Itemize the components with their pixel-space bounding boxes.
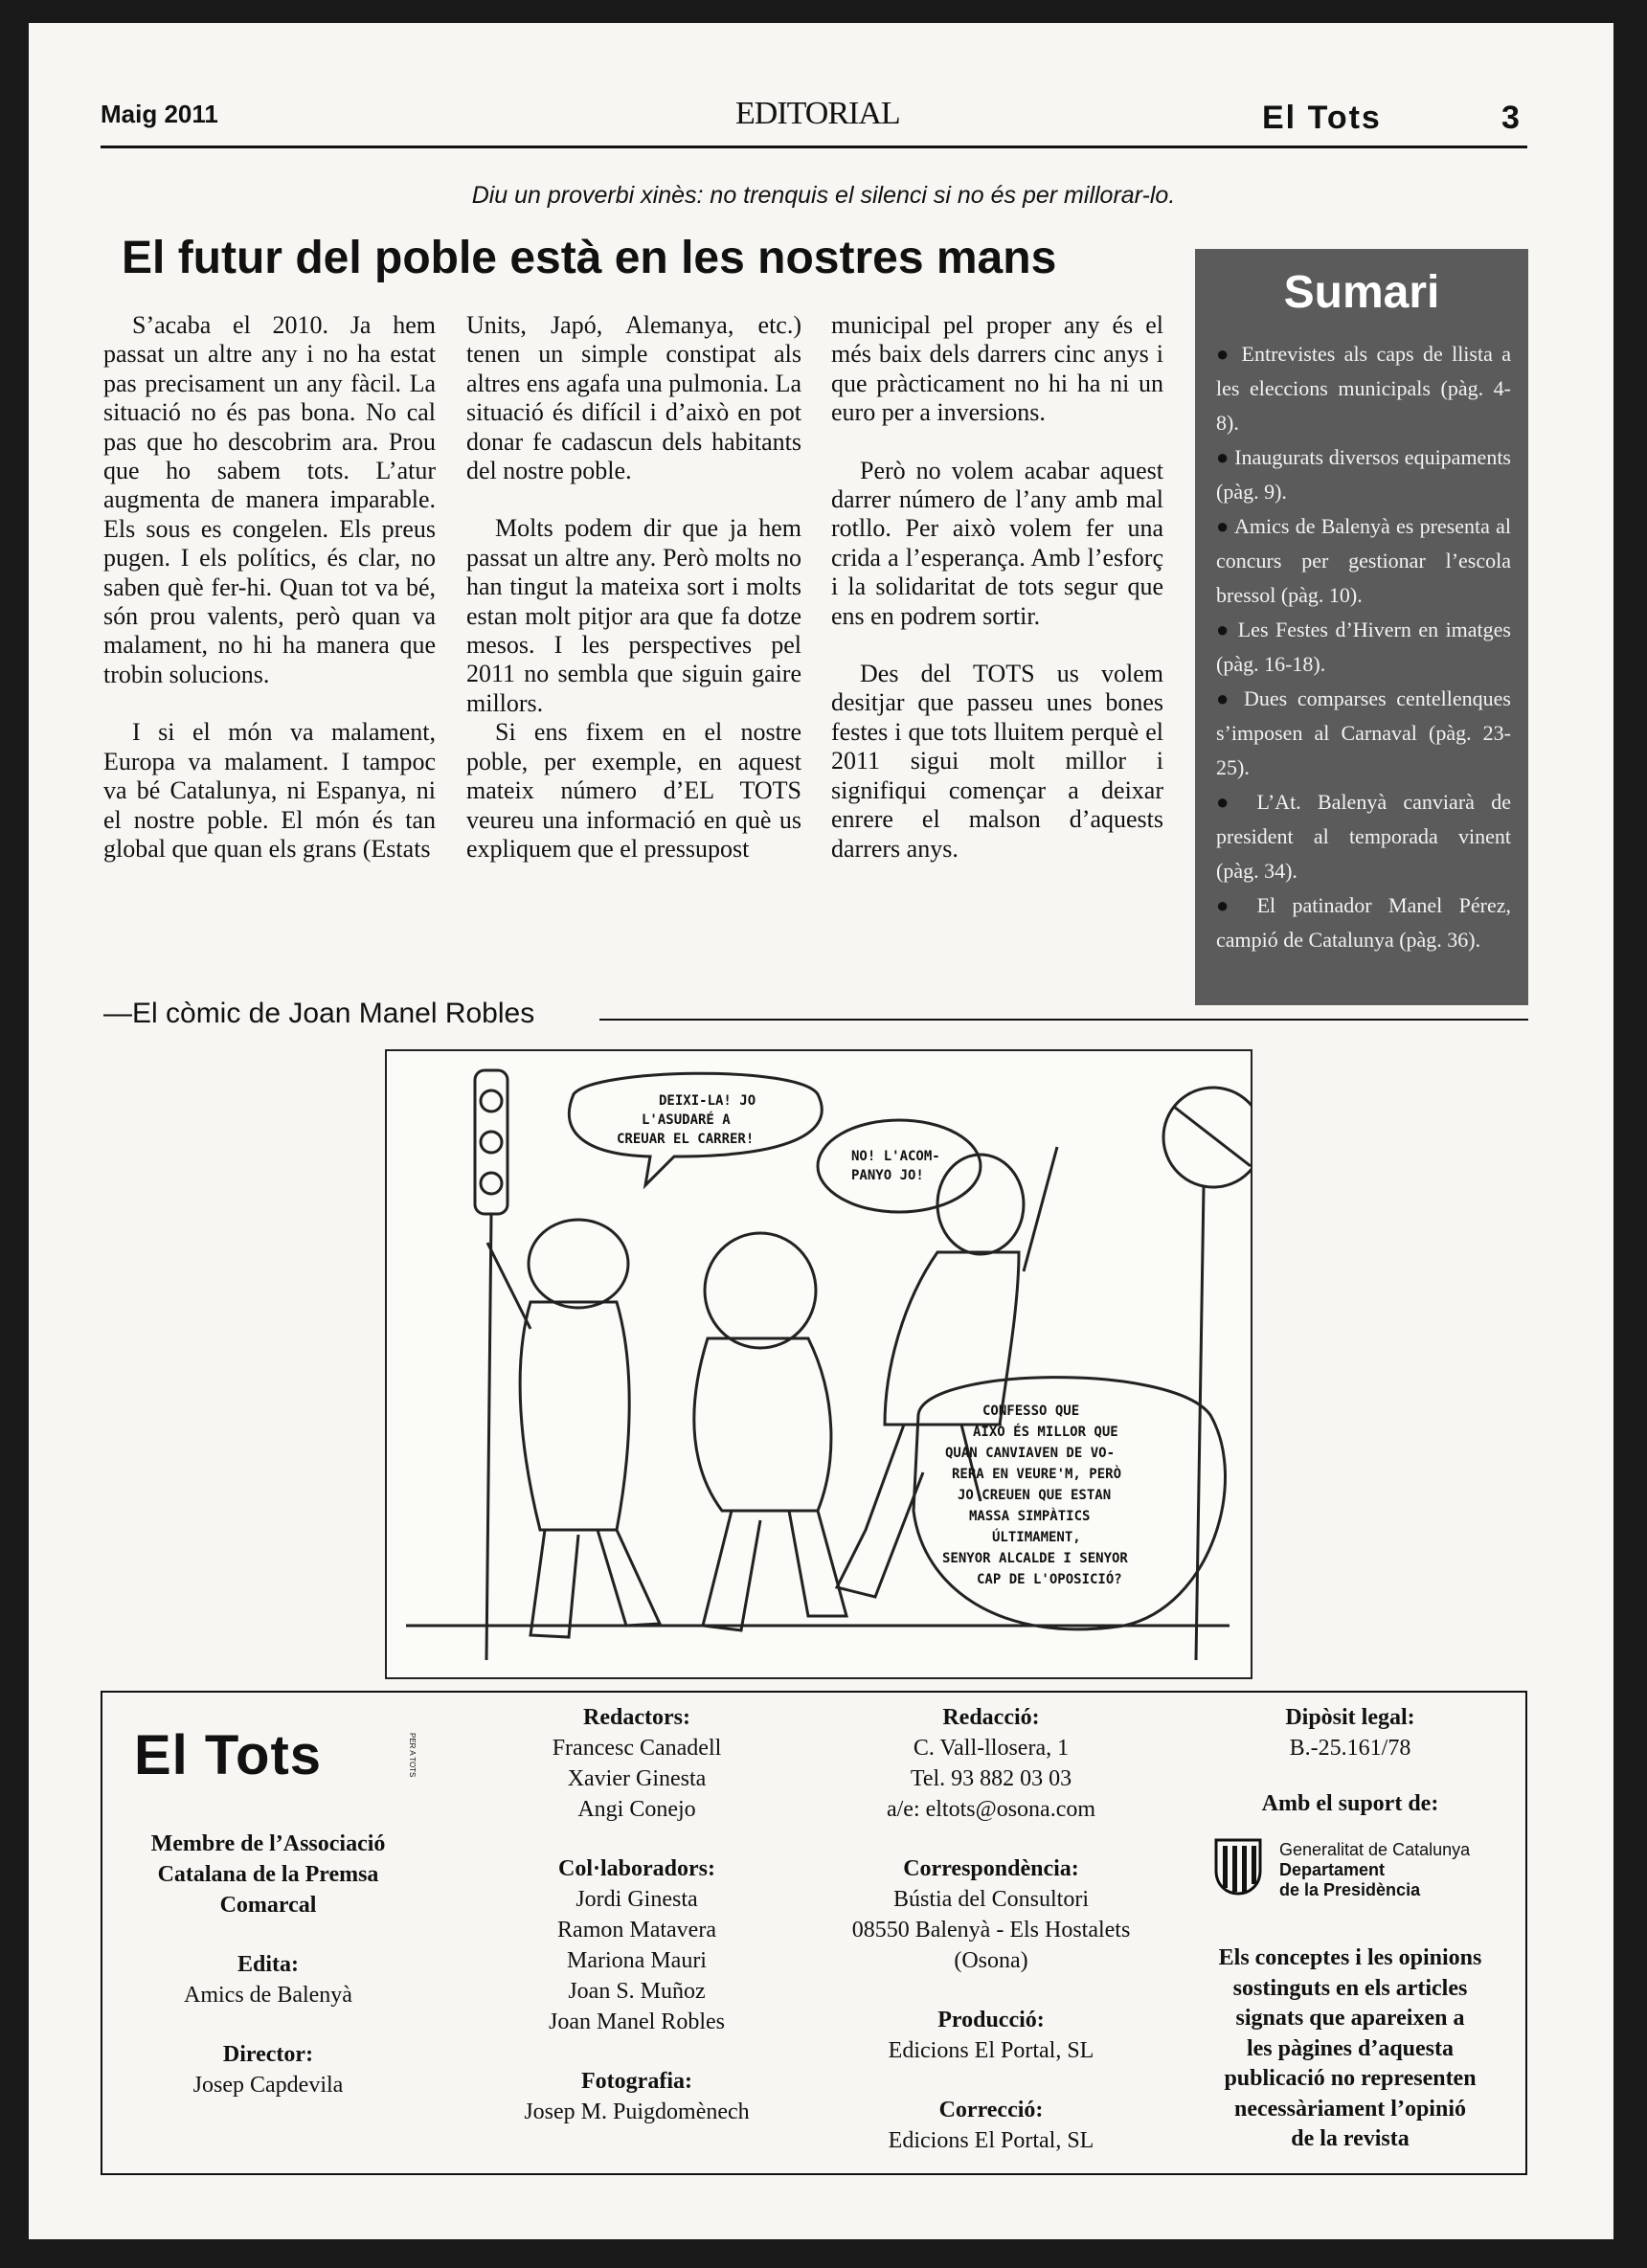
paragraph: Molts podem dir que ja hem passat un altre any. Però molts no han tingut la mateixa sort i molts estan molt pitjor ara que fa dotze mesos. I les perspectives pel 2011 no sembla que siguin gaire millors.: [466, 514, 801, 717]
correspondencia-line: 08550 Balenyà - Els Hostalets: [851, 1918, 1131, 1942]
paragraph: Units, Japó, Alemanya, etc.) tenen un simple constipat als altres ens agafa una pulmonia. La situació és difícil i d’això en pot donar fe cadascun dels habitants del nostre poble.: [466, 311, 801, 485]
collaborador: Ramon Matavera: [557, 1918, 716, 1942]
fotografia-label: Fotografia:: [581, 2069, 692, 2094]
generalitat-line: de la Presidència: [1279, 1880, 1421, 1899]
section-title: EDITORIAL: [735, 96, 900, 131]
redactors-label: Redactors:: [583, 1705, 690, 1730]
sumari-item: ● Amics de Balenyà es presenta al concurs per gestionar l’escola bressol (pàg. 10).: [1216, 509, 1511, 613]
staff-block: [479, 1702, 795, 2127]
legal-block: [1187, 1702, 1513, 1819]
bubble-middle-line: PANYO JO!: [851, 1168, 924, 1183]
sumari-item: ● Inaugurats diversos equipaments (pàg. 9).: [1216, 440, 1511, 509]
member-line: Membre de l’Associació: [150, 1831, 386, 1856]
sumari-title: Sumari: [1283, 267, 1440, 318]
produccio-value: Edicions El Portal, SL: [888, 2038, 1094, 2063]
collaborador: Joan S. Muñoz: [568, 1979, 706, 2004]
paragraph: municipal pel proper any és el més baix dels darrers cinc anys i que pràcticament no hi ha ni un euro per a inversions.: [831, 311, 1163, 427]
edita-label: Edita:: [237, 1952, 299, 1977]
member-line: Comarcal: [219, 1893, 317, 1918]
issue-date: Maig 2011: [101, 100, 218, 128]
sumari-list: [1216, 337, 1511, 957]
disclaimer-line: signats que apareixen a: [1235, 2006, 1465, 2031]
collaborador: Joan Manel Robles: [549, 2010, 725, 2034]
comic-rule: [599, 1019, 1528, 1021]
generalitat-emblem-icon: [1214, 1838, 1262, 1896]
disclaimer-line: sostinguts en els articles: [1232, 1975, 1468, 2001]
bubble-bottom-line: SENYOR ALCALDE I SENYOR: [942, 1551, 1128, 1566]
disclaimer-line: Els conceptes i les opinions: [1218, 1945, 1482, 1970]
member-block: [124, 1829, 412, 2100]
bubble-bottom-line: ÚLTIMAMENT,: [992, 1530, 1081, 1545]
man-left: [529, 1220, 628, 1308]
paragraph: Des del TOTS us volem desitjar que passeu unes bones festes i que tots lluitem perquè el 2011 sigui molt millor i signifiqui començar a deixar enrere el malson d’aquests darrers anys.: [831, 660, 1163, 863]
paragraph: S’acaba el 2010. Ja hem passat un altre any i no ha estat pas precisament un any fàcil. La situació no és pas bona. No cal pas que ho descobrim ara. Prou que ho sabem tots. L’atur augmenta de manera imparable. Els sous es congelen. Els preus pugen. I els polítics, és clar, no saben què fer-hi. Quan tot va bé, són prou valents, però quan va malament, no hi ha manera que trobin solucions.: [103, 311, 436, 688]
el-tots-logo: El Tots: [134, 1724, 323, 1786]
comic-label: —El còmic de Joan Manel Robles: [103, 998, 535, 1029]
sumari-box: [1195, 249, 1528, 1005]
article-headline: El futur del poble està en les nostres mans: [122, 233, 1057, 283]
header-brand: El Tots: [1262, 100, 1382, 136]
bubble-bottom-line: QUAN CANVIAVEN DE VO-: [945, 1446, 1116, 1461]
article-column-3: [831, 311, 1163, 864]
proverb: Diu un proverbi xinès: no trenquis el silenci si no és per millorar-lo.: [471, 182, 1176, 209]
redaccio-line: C. Vall-llosera, 1: [913, 1736, 1070, 1761]
article-column-2: [466, 311, 801, 864]
paragraph: Si ens fixem en el nostre poble, per exemple, en aquest mateix número d’EL TOTS veureu una informació en què us expliquem que el pressupost: [466, 718, 801, 863]
member-line: Catalana de la Premsa: [157, 1862, 379, 1887]
bubble-bottom-line: RERA EN VEURE'M, PERÒ: [952, 1467, 1122, 1482]
bubble-middle-line: NO! L'ACOM-: [851, 1149, 940, 1164]
redactor: Francesc Canadell: [552, 1736, 722, 1761]
sumari-item: ● Les Festes d’Hivern en imatges (pàg. 16-18).: [1216, 613, 1511, 682]
correspondencia-line: (Osona): [954, 1948, 1028, 1973]
director-label: Director:: [222, 2042, 314, 2067]
page-number: 3: [1501, 100, 1520, 136]
collaboradors-label: Col·laboradors:: [557, 1856, 715, 1881]
generalitat-line: Generalitat de Catalunya: [1279, 1840, 1471, 1859]
disclaimer-line: de la revista: [1291, 2126, 1410, 2151]
bubble-bottom-line: AIXÒ ÉS MILLOR QUE: [973, 1425, 1118, 1440]
fotografia-value: Josep M. Puigdomènech: [524, 2100, 750, 2124]
diposit-label: Dipòsit legal:: [1285, 1705, 1415, 1730]
redaccio-line: a/e: eltots@osona.com: [886, 1797, 1096, 1822]
disclaimer: [1187, 1943, 1513, 2155]
correccio-value: Edicions El Portal, SL: [888, 2128, 1094, 2153]
old-woman: [705, 1233, 816, 1348]
header-rule: [101, 146, 1527, 148]
bubble-bottom-line: CONFESSO QUE: [982, 1403, 1080, 1419]
diposit-value: B.-25.161/78: [1289, 1736, 1411, 1761]
generalitat-line: Departament: [1279, 1860, 1386, 1879]
disclaimer-line: publicació no representen: [1224, 2066, 1477, 2091]
sumari-item: ● El patinador Manel Pérez, campió de Catalunya (pàg. 36).: [1216, 888, 1511, 957]
sumari-item: ● L’At. Balenyà canviarà de president al temporada vinent (pàg. 34).: [1216, 785, 1511, 888]
disclaimer-line: les pàgines d’aquesta: [1246, 2035, 1455, 2061]
redaccio-label: Redacció:: [942, 1705, 1040, 1730]
produccio-label: Producció:: [937, 2008, 1045, 2032]
logo-tagline: PER A TOTS: [408, 1733, 417, 1778]
edita-value: Amics de Balenyà: [184, 1983, 352, 2008]
suport-label: Amb el suport de:: [1261, 1791, 1439, 1816]
no-entry-sign: [1163, 1088, 1251, 1187]
correccio-label: Correcció:: [938, 2098, 1044, 2122]
redactor: Angi Conejo: [577, 1797, 696, 1822]
paragraph: Però no volem acabar aquest darrer número de l’any amb mal rotllo. Per això volem fer una crida a l’esperança. Amb l’esforç i la solidaritat de tots segur que ens en podrem sortir.: [831, 456, 1163, 630]
collaborador: Mariona Mauri: [567, 1948, 707, 1973]
comic-drawing: [387, 1051, 1251, 1677]
comic-strip: [385, 1049, 1252, 1679]
bubble-bottom-line: MASSA SIMPÀTICS: [969, 1509, 1091, 1524]
disclaimer-line: necessàriament l’opinió: [1234, 2096, 1466, 2122]
collaborador: Jordi Ginesta: [575, 1887, 698, 1912]
contact-block: [824, 1702, 1159, 2156]
article-column-1: [103, 311, 436, 864]
speech-bubble-left: [569, 1073, 822, 1185]
speech-bubble-middle: [818, 1120, 981, 1212]
correspondencia-label: Correspondència:: [903, 1856, 1079, 1881]
generalitat-text: [1279, 1840, 1470, 1900]
paragraph: I si el món va malament, Europa va malament. I tampoc va bé Catalunya, ni Espanya, ni el nostre poble. El món és tan global que quan els grans (Estats: [103, 718, 436, 863]
bubble-left-line: DEIXI-LA! JO: [659, 1093, 756, 1109]
bubble-bottom-line: JO CREUEN QUE ESTAN: [958, 1488, 1112, 1503]
bubble-bottom-line: CAP DE L'OPOSICIÓ?: [977, 1572, 1122, 1587]
bubble-left-line: CREUAR EL CARRER!: [617, 1132, 755, 1147]
sumari-item: ● Entrevistes als caps de llista a les eleccions municipals (pàg. 4-8).: [1216, 337, 1511, 440]
redaccio-line: Tel. 93 882 03 03: [910, 1766, 1072, 1791]
director-value: Josep Capdevila: [192, 2073, 344, 2098]
redactor: Xavier Ginesta: [567, 1766, 707, 1791]
sumari-item: ● Dues comparses centellenques s’imposen al Carnaval (pàg. 23-25).: [1216, 682, 1511, 785]
bubble-left-line: L'ASUDARÉ A: [642, 1112, 731, 1128]
correspondencia-line: Bústia del Consultori: [893, 1887, 1089, 1912]
